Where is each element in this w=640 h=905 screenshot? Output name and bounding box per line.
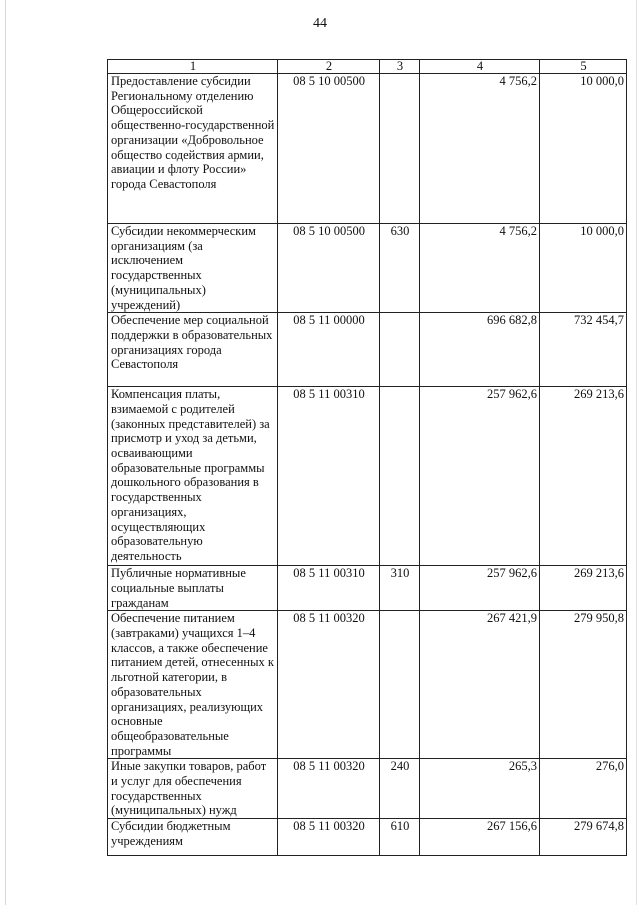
row-name: Субсидии некоммерческим организациям (за исключением государственных (муниципальных) учреждений) [108, 224, 278, 313]
row-name: Обеспечение мер социальной поддержки в образовательных организациях города Севастополя [108, 313, 278, 387]
header-col-1: 1 [108, 60, 278, 74]
row-sum-2: 10 000,0 [540, 224, 627, 313]
table-row [108, 566, 627, 611]
row-code: 08 5 11 00310 [278, 566, 380, 611]
row-type: 630 [380, 224, 420, 313]
row-name: Обеспечение питанием (завтраками) учащихся 1–4 классов, а также обеспечение питанием детей, отнесенных к льготной категории, в образовательных организациях, реализующих основные общеобразовательные программы [108, 611, 278, 759]
row-code: 08 5 11 00000 [278, 313, 380, 387]
row-name: Предоставление субсидии Региональному отделению Общероссийской общественно-государственной организации «Добровольное общество содействия армии, авиации и флоту России» города Севастополя [108, 74, 278, 224]
header-col-2: 2 [278, 60, 380, 74]
table-row [108, 387, 627, 566]
row-sum-2: 269 213,6 [540, 387, 627, 566]
row-sum-2: 279 674,8 [540, 819, 627, 856]
row-code: 08 5 11 00320 [278, 759, 380, 819]
row-type [380, 387, 420, 566]
row-name: Субсидии бюджетным учреждениям [108, 819, 278, 856]
row-sum-1: 265,3 [420, 759, 540, 819]
header-col-4: 4 [420, 60, 540, 74]
table-row [108, 611, 627, 759]
row-type: 610 [380, 819, 420, 856]
budget-table [107, 59, 627, 856]
row-sum-1: 257 962,6 [420, 387, 540, 566]
table-row [108, 759, 627, 819]
row-sum-1: 4 756,2 [420, 74, 540, 224]
row-sum-1: 696 682,8 [420, 313, 540, 387]
row-type [380, 74, 420, 224]
page-number: 44 [313, 16, 327, 31]
row-code: 08 5 10 00500 [278, 224, 380, 313]
row-name: Иные закупки товаров, работ и услуг для обеспечения государственных (муниципальных) нужд [108, 759, 278, 819]
row-sum-1: 267 421,9 [420, 611, 540, 759]
row-type [380, 313, 420, 387]
row-sum-2: 279 950,8 [540, 611, 627, 759]
table-header-row [108, 60, 627, 74]
row-code: 08 5 10 00500 [278, 74, 380, 224]
row-sum-1: 257 962,6 [420, 566, 540, 611]
row-sum-2: 10 000,0 [540, 74, 627, 224]
row-type: 310 [380, 566, 420, 611]
header-col-3: 3 [380, 60, 420, 74]
table-row [108, 74, 627, 224]
row-code: 08 5 11 00320 [278, 611, 380, 759]
row-code: 08 5 11 00310 [278, 387, 380, 566]
table-row [108, 819, 627, 856]
scan-edge-left [5, 0, 6, 905]
row-sum-2: 276,0 [540, 759, 627, 819]
row-sum-1: 267 156,6 [420, 819, 540, 856]
table-row [108, 224, 627, 313]
row-code: 08 5 11 00320 [278, 819, 380, 856]
row-sum-2: 732 454,7 [540, 313, 627, 387]
row-name: Компенсация платы, взимаемой с родителей (законных представителей) за присмотр и уход за детьми, осваивающими образовательные программы дошкольного образования в государственных организациях, осуществляющих образовательную деятельность [108, 387, 278, 566]
row-name: Публичные нормативные социальные выплаты гражданам [108, 566, 278, 611]
row-type: 240 [380, 759, 420, 819]
header-col-5: 5 [540, 60, 627, 74]
row-sum-1: 4 756,2 [420, 224, 540, 313]
row-sum-2: 269 213,6 [540, 566, 627, 611]
table-row [108, 313, 627, 387]
scan-edge-right [636, 0, 637, 905]
row-type [380, 611, 420, 759]
